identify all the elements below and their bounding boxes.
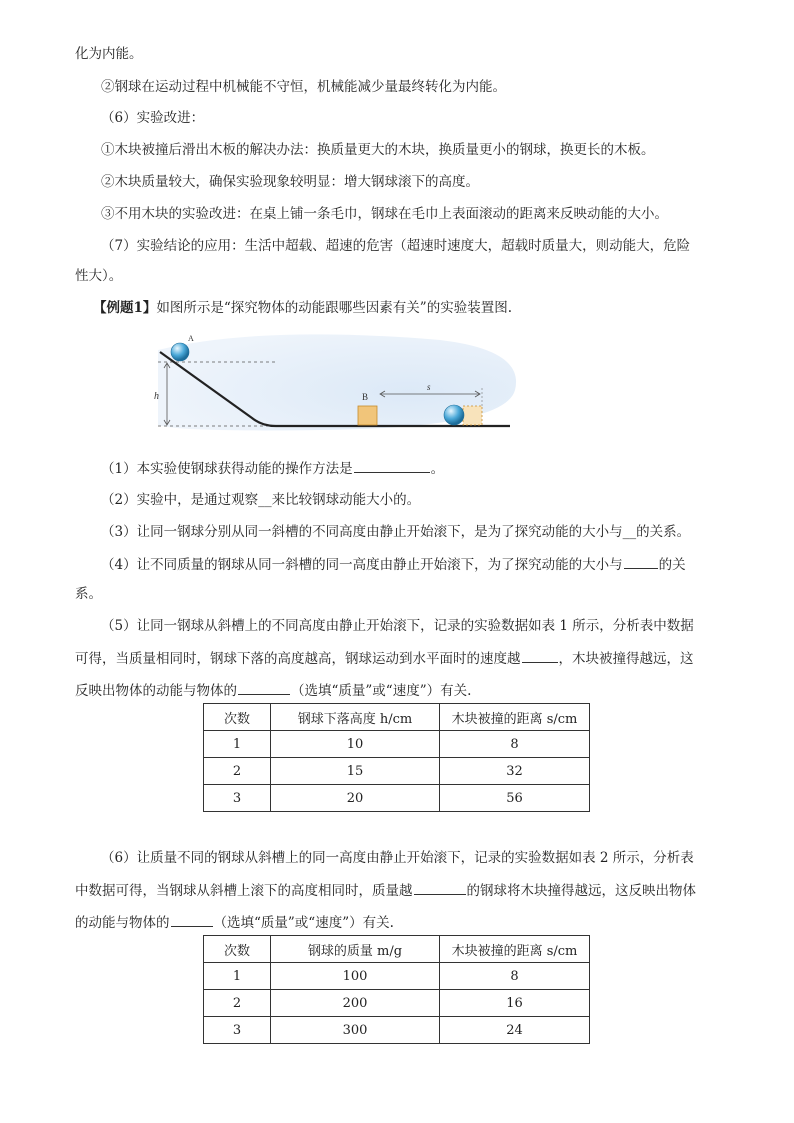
- table-header-cell: 木块被撞的距离 s/cm: [440, 936, 590, 963]
- example-text: 如图所示是“探究物体的动能跟哪些因素有关”的实验装置图.: [156, 300, 512, 316]
- table-row: [204, 758, 590, 785]
- steel-ball-bottom: [444, 405, 464, 425]
- text-line: ②木块质量较大，确保实验现象较明显：增大钢球滚下的高度。: [101, 174, 479, 190]
- label-s: s: [427, 382, 431, 392]
- answer-blank[interactable]: [354, 458, 430, 473]
- text-line: 性大）。: [75, 268, 123, 284]
- question-4: [101, 554, 722, 575]
- label-h: h: [154, 391, 159, 402]
- question-6-cont2: [75, 912, 722, 933]
- q6-text: 中数据可得，当钢球从斜槽上滚下的高度相同时，质量越: [75, 883, 413, 899]
- text-line: 化为内能。: [75, 46, 143, 62]
- question-5-cont: [75, 648, 722, 669]
- table-cell: 24: [440, 1017, 590, 1044]
- answer-blank[interactable]: [171, 912, 213, 927]
- q1-text: （1）本实验使钢球获得动能的操作方法是: [101, 461, 353, 477]
- text-line: ③不用木块的实验改进：在桌上铺一条毛巾，钢球在毛巾上表面滚动的距离来反映动能的大小。: [101, 206, 668, 222]
- question-4-cont: 系。: [75, 586, 102, 602]
- q5-text-2: ，木块被撞得越远，这: [558, 651, 694, 667]
- example-tag: 【例题1】: [93, 300, 157, 316]
- table-cell: 16: [440, 990, 590, 1017]
- table-cell: 8: [440, 963, 590, 990]
- answer-blank[interactable]: [624, 554, 658, 569]
- table-cell: 3: [204, 1017, 271, 1044]
- table-cell: 10: [271, 731, 440, 758]
- q5-text-3: 反映出物体的动能与物体的: [75, 683, 237, 699]
- q6-text-4: （选填“质量”或“速度”）有关.: [213, 915, 394, 931]
- question-2: （2）实验中，是通过观察__来比较钢球动能大小的。: [101, 492, 421, 508]
- table-cell: 15: [271, 758, 440, 785]
- table-cell: 2: [204, 758, 271, 785]
- table-row: [204, 731, 590, 758]
- table-row: [204, 990, 590, 1017]
- q5-text-4: （选填“质量”或“速度”）有关.: [291, 683, 472, 699]
- data-table-1: [203, 703, 590, 812]
- question-6: （6）让质量不同的钢球从斜槽上的同一高度由静止开始滚下，记录的实验数据如表 2 所示，分析表: [101, 850, 694, 866]
- table-cell: 20: [271, 785, 440, 812]
- label-a: A: [188, 334, 194, 343]
- table-row: [204, 963, 590, 990]
- block-final-position: [463, 406, 482, 425]
- label-b: B: [362, 392, 369, 402]
- table-cell: 3: [204, 785, 271, 812]
- table-cell: 8: [440, 731, 590, 758]
- table-cell: 100: [271, 963, 440, 990]
- q5-text: 可得，当质量相同时，钢球下落的高度越高，钢球运动到水平面时的速度越: [75, 651, 521, 667]
- q6-text-2: 的钢球将木块撞得越远，这反映出物体: [466, 883, 696, 899]
- steel-ball-a: [171, 343, 189, 361]
- table-header-cell: 次数: [204, 936, 271, 963]
- q6-text-3: 的动能与物体的: [75, 915, 170, 931]
- table-cell: 32: [440, 758, 590, 785]
- table-header-cell: 钢球的质量 m/g: [271, 936, 440, 963]
- text-line: （7）实验结论的应用：生活中超载、超速的危害（超速时速度大，超载时质量大，则动能大，危险: [101, 238, 691, 254]
- table-cell: 300: [271, 1017, 440, 1044]
- text-line: ①木块被撞后滑出木板的解决办法：换质量更大的木块，换质量更小的钢球，换更长的木板。: [101, 142, 655, 158]
- table-header-row: [204, 704, 590, 731]
- table-cell: 1: [204, 963, 271, 990]
- question-5: （5）让同一钢球从斜槽上的不同高度由静止开始滚下，记录的实验数据如表 1 所示，分析表中数据: [101, 618, 694, 634]
- answer-blank[interactable]: [238, 680, 290, 695]
- question-1: [101, 458, 722, 479]
- table-cell: 56: [440, 785, 590, 812]
- q4-text: （4）让不同质量的钢球从同一斜槽的同一高度由静止开始滚下，为了探究动能的大小与: [101, 557, 623, 573]
- table-header-cell: 钢球下落高度 h/cm: [271, 704, 440, 731]
- q1-end: 。: [430, 461, 445, 477]
- table-cell: 1: [204, 731, 271, 758]
- table-header-cell: 次数: [204, 704, 271, 731]
- question-5-cont2: [75, 680, 722, 701]
- table-row: [204, 1017, 590, 1044]
- experiment-figure: [140, 330, 520, 435]
- wooden-block-b: [358, 406, 377, 425]
- text-line: （6）实验改进：: [101, 110, 205, 126]
- question-3: （3）让同一钢球分别从同一斜槽的不同高度由静止开始滚下，是为了探究动能的大小与__的关系。: [101, 524, 691, 540]
- answer-blank[interactable]: [414, 880, 466, 895]
- data-table-2: [203, 935, 590, 1044]
- answer-blank[interactable]: [522, 648, 558, 663]
- table-header-cell: 木块被撞的距离 s/cm: [440, 704, 590, 731]
- example-heading: [93, 298, 722, 318]
- text-line: ②钢球在运动过程中机械能不守恒，机械能减少量最终转化为内能。: [101, 79, 506, 95]
- q4-end: 的关: [658, 557, 686, 573]
- question-6-cont: [75, 880, 722, 901]
- table-cell: 200: [271, 990, 440, 1017]
- table-row: [204, 785, 590, 812]
- table-header-row: [204, 936, 590, 963]
- table-cell: 2: [204, 990, 271, 1017]
